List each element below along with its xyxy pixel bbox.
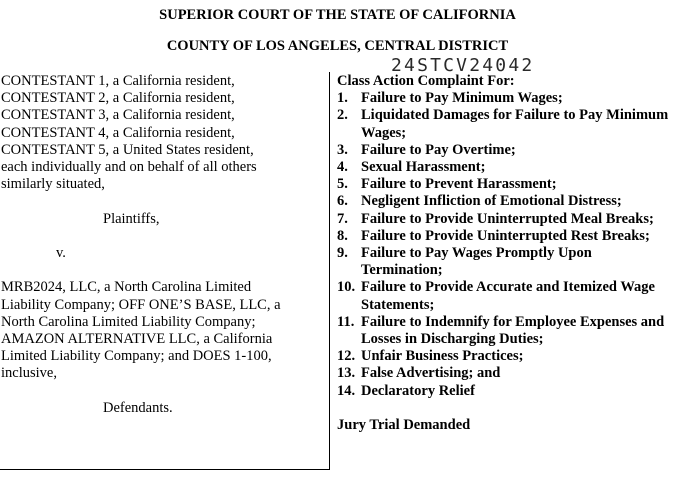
- claim-item: [337, 279, 675, 313]
- claim-text: Negligent Infliction of Emotional Distress;: [361, 193, 622, 210]
- plaintiff-line: CONTESTANT 4, a California resident,: [1, 124, 235, 141]
- defendant-line: North Carolina Limited Liability Company;: [1, 313, 256, 330]
- claim-text: Unfair Business Practices;: [361, 348, 524, 365]
- claim-text: Failure to Pay Wages Promptly Upon Termination;: [361, 245, 592, 279]
- claim-number: 8.: [337, 227, 348, 244]
- claim-text: Failure to Indemnify for Employee Expenses and Losses in Discharging Duties;: [361, 313, 665, 348]
- caption-bottom-rule: [0, 469, 330, 470]
- claim-item: [337, 159, 675, 176]
- defendant-line: MRB2024, LLC, a North Carolina Limited: [1, 279, 252, 296]
- claim-text: Failure to Provide Uninterrupted Rest Breaks;: [361, 227, 650, 244]
- claim-number: 3.: [337, 141, 348, 158]
- defendant-line: inclusive,: [1, 365, 57, 382]
- claim-number: 13.: [337, 365, 356, 382]
- claim-text: Failure to Provide Accurate and Itemized Wage Statements;: [361, 279, 655, 313]
- claim-text: Sexual Harassment;: [361, 159, 486, 176]
- claim-item: [337, 348, 675, 365]
- caption-divider: [329, 72, 330, 469]
- complaint-causes: [337, 73, 675, 434]
- claim-number: 4.: [337, 159, 348, 176]
- claim-number: 11.: [337, 313, 355, 330]
- claim-item: [337, 314, 675, 348]
- claim-text: Failure to Pay Minimum Wages;: [361, 90, 563, 107]
- claim-text: False Advertising; and: [361, 365, 501, 382]
- claim-number: 10.: [337, 279, 356, 296]
- defendant-line: Limited Liability Company; and DOES 1-100,: [1, 348, 272, 365]
- claim-number: 9.: [337, 245, 348, 262]
- claim-item: [337, 142, 675, 159]
- plaintiff-line: CONTESTANT 3, a California resident,: [1, 107, 235, 124]
- plaintiff-line: CONTESTANT 1, a California resident,: [1, 73, 235, 89]
- claim-item: [337, 90, 675, 107]
- plaintiff-line: CONTESTANT 5, a United States resident,: [1, 141, 254, 158]
- claim-text: Failure to Provide Uninterrupted Meal Breaks;: [361, 210, 654, 227]
- plaintiff-line: CONTESTANT 2, a California resident,: [1, 90, 235, 107]
- defendants-label: Defendants.: [103, 399, 173, 416]
- claim-item: [337, 245, 675, 279]
- claim-text: Failure to Pay Overtime;: [361, 141, 516, 158]
- claim-item: [337, 193, 675, 210]
- claim-item: [337, 107, 675, 141]
- claim-item: [337, 211, 675, 228]
- claim-text: Liquidated Damages for Failure to Pay Minimum Wages;: [361, 107, 669, 141]
- complaint-heading: Class Action Complaint For:: [337, 73, 515, 89]
- defendant-line: AMAZON ALTERNATIVE LLC, a California: [1, 331, 273, 347]
- caption-parties: [1, 73, 327, 417]
- claim-number: 7.: [337, 210, 348, 227]
- claim-item: [337, 228, 675, 245]
- versus-label: v.: [56, 245, 66, 261]
- court-name: SUPERIOR COURT OF THE STATE OF CALIFORNIA: [159, 7, 516, 23]
- claim-number: 2.: [337, 107, 348, 124]
- claim-number: 12.: [337, 348, 356, 365]
- plaintiff-line: each individually and on behalf of all others: [1, 159, 257, 176]
- claim-item: [337, 365, 675, 382]
- plaintiffs-label: Plaintiffs,: [103, 210, 160, 227]
- claim-number: 6.: [337, 193, 348, 210]
- defendant-line: Liability Company; OFF ONE’S BASE, LLC, a: [1, 296, 281, 313]
- claim-number: 1.: [337, 90, 348, 107]
- case-number: 24STCV24042: [391, 55, 535, 76]
- claim-item: [337, 383, 675, 400]
- claim-text: Failure to Prevent Harassment;: [361, 176, 557, 193]
- claim-number: 5.: [337, 176, 348, 193]
- county-name: COUNTY OF LOS ANGELES, CENTRAL DISTRICT: [166, 38, 509, 54]
- plaintiff-line: similarly situated,: [1, 176, 105, 193]
- claim-number: 14.: [337, 382, 356, 399]
- claim-text: Declaratory Relief: [361, 382, 475, 399]
- claim-item: [337, 176, 675, 193]
- jury-demand: Jury Trial Demanded: [337, 417, 471, 434]
